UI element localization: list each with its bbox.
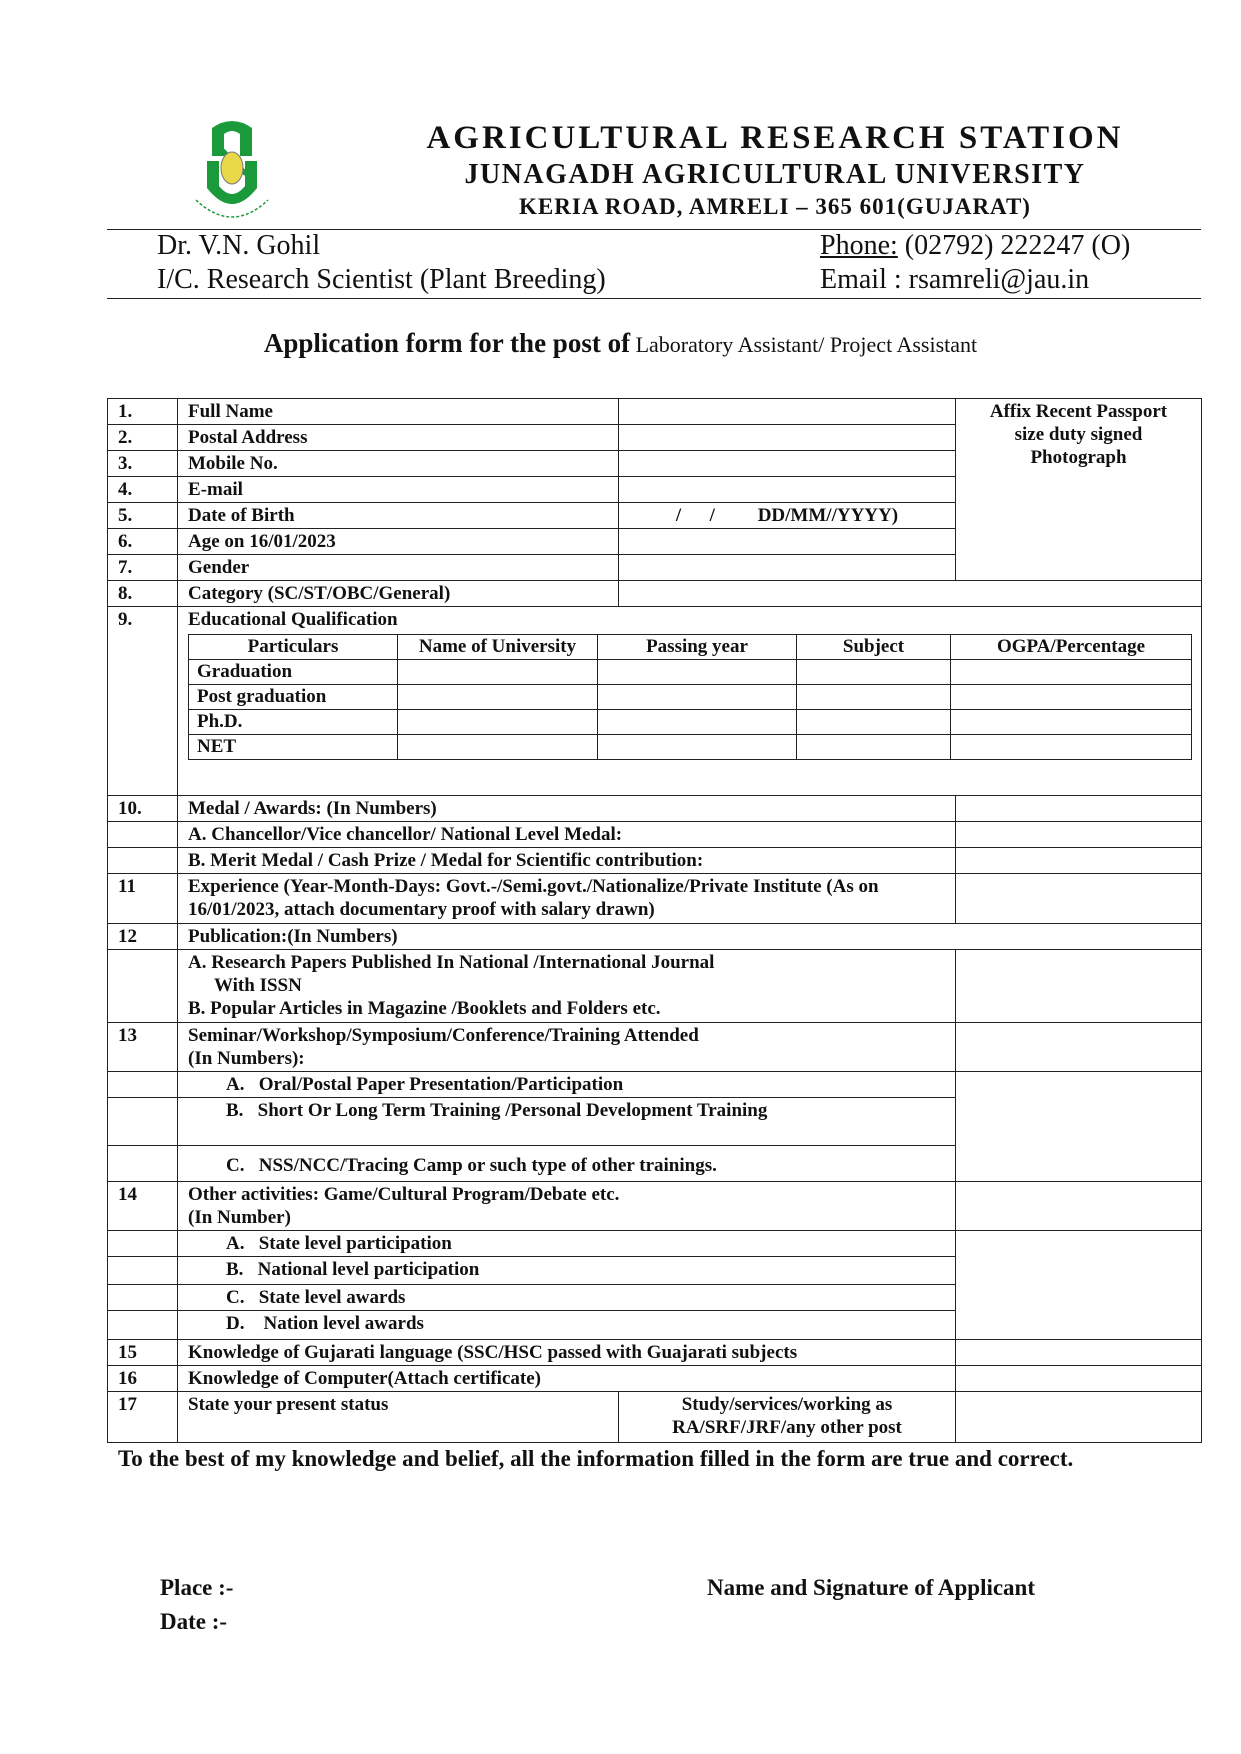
- education-cell: [178, 607, 1202, 796]
- row-number: 15: [108, 1340, 178, 1366]
- table-row: [108, 399, 1202, 425]
- row-number: 10.: [108, 796, 178, 822]
- table-row: [108, 848, 1202, 874]
- row-number: 11: [108, 874, 178, 924]
- university-logo: [182, 116, 282, 228]
- table-row: [108, 581, 1202, 607]
- education-row: [189, 685, 1192, 710]
- field-label: Publication:(In Numbers): [178, 924, 1202, 950]
- table-row: [108, 1366, 1202, 1392]
- cell-input[interactable]: [398, 660, 598, 685]
- address: KERIA ROAD, AMRELI – 365 601(GUJARAT): [519, 194, 1031, 219]
- field-label: Educational Qualification: [188, 609, 398, 630]
- column-header: Passing year: [598, 635, 797, 660]
- education-row: [189, 660, 1192, 685]
- degree-label: Ph.D.: [189, 710, 398, 735]
- field-label: Date of Birth: [178, 503, 619, 529]
- station-name: AGRICULTURAL RESEARCH STATION: [426, 120, 1124, 156]
- value-input[interactable]: [956, 950, 1202, 1023]
- officer-name: Dr. V.N. Gohil: [157, 230, 321, 261]
- field-label: Postal Address: [178, 425, 619, 451]
- phone: [820, 230, 1130, 262]
- field-label: Gender: [178, 555, 619, 581]
- column-header: Name of University: [398, 635, 598, 660]
- table-row: [108, 1392, 1202, 1443]
- value-input[interactable]: [956, 1072, 1202, 1182]
- cell-input[interactable]: [951, 735, 1192, 760]
- cell-input[interactable]: [598, 735, 797, 760]
- value-input[interactable]: [956, 822, 1202, 848]
- table-row: [108, 874, 1202, 924]
- field-label: A. Research Papers Published In National /International Journal: [188, 952, 715, 973]
- field-label: Category (SC/ST/OBC/General): [178, 581, 619, 607]
- postal-address-input[interactable]: [619, 425, 956, 451]
- column-header: Subject: [797, 635, 951, 660]
- form-title-bold: Application form for the post of: [263, 328, 631, 358]
- value-input[interactable]: [956, 796, 1202, 822]
- column-header: Particulars: [189, 635, 398, 660]
- cell-input[interactable]: [951, 685, 1192, 710]
- dob-input[interactable]: / / DD/MM//YYYY): [619, 503, 956, 529]
- cell-input[interactable]: [398, 710, 598, 735]
- phone-label: Phone:: [820, 230, 898, 261]
- field-label: With ISSN: [214, 975, 302, 996]
- degree-label: NET: [189, 735, 398, 760]
- mobile-input[interactable]: [619, 451, 956, 477]
- education-row: [189, 735, 1192, 760]
- form-body: [107, 398, 1201, 1473]
- field-label: Seminar/Workshop/Symposium/Conference/Training Attended: [188, 1025, 699, 1046]
- row-number: 12: [108, 924, 178, 950]
- cell-input[interactable]: [797, 710, 951, 735]
- header-rule-bottom: [107, 298, 1201, 299]
- field-label: B. Short Or Long Term Training /Personal Development Training: [178, 1098, 956, 1146]
- cell-input[interactable]: [598, 685, 797, 710]
- education-table: [188, 634, 1192, 760]
- officer-title: I/C. Research Scientist (Plant Breeding): [157, 264, 606, 295]
- cell-input[interactable]: [797, 685, 951, 710]
- table-row: [108, 796, 1202, 822]
- value-input[interactable]: [956, 1392, 1202, 1443]
- table-row: [108, 1231, 1202, 1257]
- row-number: 13: [108, 1023, 178, 1072]
- column-header: OGPA/Percentage: [951, 635, 1192, 660]
- date-label: Date :-: [160, 1609, 228, 1634]
- row-number: 8.: [108, 581, 178, 607]
- row-number: 6.: [108, 529, 178, 555]
- field-label: State your present status: [178, 1392, 619, 1443]
- table-row: [108, 607, 1202, 796]
- table-row: [108, 1182, 1202, 1231]
- photo-box: Affix Recent Passport size duty signed Photograph: [956, 399, 1202, 581]
- row-number: 2.: [108, 425, 178, 451]
- field-label: C. State level awards: [178, 1285, 956, 1311]
- field-label: A. State level participation: [178, 1231, 956, 1257]
- table-row: [108, 822, 1202, 848]
- table-row: [108, 1072, 1202, 1098]
- row-number: 7.: [108, 555, 178, 581]
- field-label: (In Numbers):: [188, 1048, 305, 1069]
- cell-input[interactable]: [797, 735, 951, 760]
- row-number: 1.: [108, 399, 178, 425]
- status-hint: Study/services/working as RA/SRF/JRF/any other post: [619, 1392, 956, 1443]
- application-form-table: [107, 398, 1202, 1443]
- value-input[interactable]: [956, 1366, 1202, 1392]
- value-input[interactable]: [956, 1023, 1202, 1072]
- table-row: [108, 924, 1202, 950]
- form-title: [0, 326, 1241, 365]
- degree-label: Graduation: [189, 660, 398, 685]
- field-label: Experience (Year-Month-Days: Govt.-/Semi.govt./Nationalize/Private Institute (As on 16/01/2023, attach documentary proof with salary drawn): [178, 874, 956, 924]
- field-label: (In Number): [188, 1207, 291, 1228]
- declaration: To the best of my knowledge and belief, all the information filled in the form are true and correct.: [118, 1446, 1074, 1471]
- cell-input[interactable]: [598, 660, 797, 685]
- cell-input[interactable]: [797, 660, 951, 685]
- row-number: 5.: [108, 503, 178, 529]
- cell-input[interactable]: [398, 735, 598, 760]
- table-row: [108, 950, 1202, 1023]
- field-label: Full Name: [178, 399, 619, 425]
- full-name-input[interactable]: [619, 399, 956, 425]
- university-name: JUNAGADH AGRICULTURAL UNIVERSITY: [464, 159, 1086, 190]
- field-label: D. Nation level awards: [178, 1311, 956, 1340]
- degree-label: Post graduation: [189, 685, 398, 710]
- value-input[interactable]: [956, 1231, 1202, 1340]
- row-number: 16: [108, 1366, 178, 1392]
- phone-value: (02792) 222247 (O): [897, 230, 1131, 261]
- field-label: E-mail: [178, 477, 619, 503]
- gender-input[interactable]: [619, 555, 956, 581]
- field-label: B. Merit Medal / Cash Prize / Medal for Scientific contribution:: [178, 848, 956, 874]
- field-label: Knowledge of Gujarati language (SSC/HSC passed with Guajarati subjects: [178, 1340, 956, 1366]
- education-row: [189, 710, 1192, 735]
- cell-input[interactable]: [951, 710, 1192, 735]
- value-input[interactable]: [956, 1182, 1202, 1231]
- value-input[interactable]: [956, 1340, 1202, 1366]
- row-number: 3.: [108, 451, 178, 477]
- education-header-row: [189, 635, 1192, 660]
- age-input[interactable]: [619, 529, 956, 555]
- signature-label: Name and Signature of Applicant: [707, 1575, 1036, 1600]
- field-label: B. National level participation: [178, 1257, 956, 1285]
- field-label: C. NSS/NCC/Tracing Camp or such type of other trainings.: [178, 1146, 956, 1182]
- row-number: 4.: [108, 477, 178, 503]
- row-number: 14: [108, 1182, 178, 1231]
- category-input[interactable]: [619, 581, 1202, 607]
- value-input[interactable]: [956, 848, 1202, 874]
- field-label: A. Chancellor/Vice chancellor/ National Level Medal:: [178, 822, 956, 848]
- post-name: Laboratory Assistant/ Project Assistant: [630, 332, 978, 357]
- table-row: [108, 1340, 1202, 1366]
- table-row: [108, 1023, 1202, 1072]
- row-number: 17: [108, 1392, 178, 1443]
- cell-input[interactable]: [951, 660, 1192, 685]
- place-label: Place :-: [160, 1575, 234, 1600]
- field-label: Knowledge of Computer(Attach certificate): [178, 1366, 956, 1392]
- value-input[interactable]: [956, 874, 1202, 924]
- field-label: B. Popular Articles in Magazine /Booklets and Folders etc.: [188, 998, 661, 1019]
- email: Email : rsamreli@jau.in: [820, 264, 1090, 295]
- email-input[interactable]: [619, 477, 956, 503]
- field-label: Mobile No.: [178, 451, 619, 477]
- field-label: Age on 16/01/2023: [178, 529, 619, 555]
- row-number: 9.: [108, 607, 178, 796]
- field-label: A. Oral/Postal Paper Presentation/Participation: [178, 1072, 956, 1098]
- field-label: Medal / Awards: (In Numbers): [178, 796, 956, 822]
- cell-input[interactable]: [598, 710, 797, 735]
- field-label: Other activities: Game/Cultural Program/Debate etc.: [188, 1184, 620, 1205]
- cell-input[interactable]: [398, 685, 598, 710]
